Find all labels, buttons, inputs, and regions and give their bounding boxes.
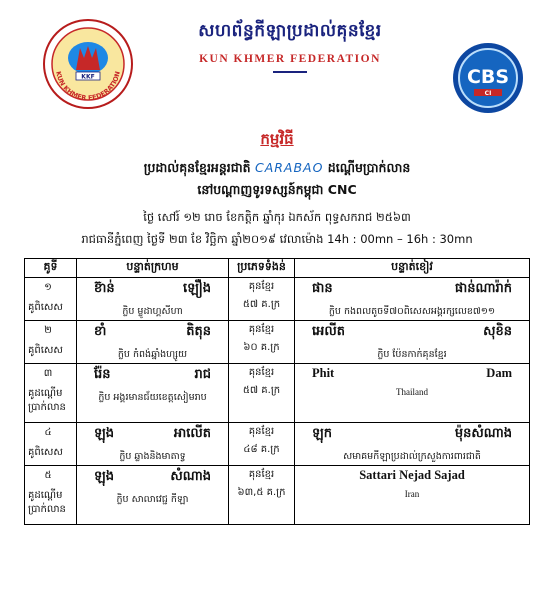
table-header-row — [25, 259, 530, 278]
red-club: ក្លិប សាលាវេជ្ជ កីឡា — [116, 494, 189, 505]
broadcast-line: នៅបណ្តាញទូរទស្សន៍កម្ពុជា CNC — [197, 182, 357, 197]
red-club: ក្លិប អង្គរមានជ័យខេត្តសៀមរាប — [98, 392, 207, 403]
weight-cell — [229, 466, 295, 525]
divider — [273, 71, 307, 73]
bout-number: ៣ — [43, 368, 53, 379]
red-first-name: ខ៊ាន់ — [94, 281, 115, 296]
weight-value: ៦០ គ.ក្រ — [243, 342, 280, 353]
organization-header — [150, 20, 430, 73]
bout-number: ៤ — [44, 427, 52, 438]
table-row — [25, 278, 530, 321]
blue-club: ក្លិប ប៉ែនកាក់គុនខ្មែរ — [377, 349, 447, 360]
event-title-suffix: ដណ្តើមប្រាក់លាន — [323, 160, 411, 175]
red-club: ក្លិប ឆ្លាងនិងមាតាទ្វ — [119, 451, 186, 462]
blue-fighter-name — [298, 466, 526, 483]
red-corner-cell — [77, 321, 229, 364]
red-first-name: ឡុង — [94, 469, 114, 484]
blue-last-name: Dam — [486, 366, 512, 380]
weight-label: គុនខ្មែរ — [248, 324, 275, 335]
blue-full-name: Sattari Nejad Sajad — [359, 468, 465, 482]
blue-first-name: Phit — [312, 366, 335, 380]
bout-category: គូដណ្តើម ប្រាក់លាន — [28, 490, 66, 515]
bout-category: គូដណ្តើម ប្រាក់លាន — [28, 388, 66, 413]
red-fighter-name — [80, 423, 225, 444]
blue-first-name: ផាន — [312, 281, 333, 296]
bout-category: គូពិសេស — [28, 302, 63, 313]
sponsor-brand: CARABAO — [254, 160, 324, 175]
bout-number: ៥ — [44, 470, 52, 481]
red-last-name: អាលើត — [173, 426, 211, 441]
red-first-name: ខាំ — [94, 324, 107, 339]
weight-value: ៦៣,៥ គ.ក្រ — [237, 487, 286, 498]
bout-number-cell — [25, 466, 77, 525]
bout-number-cell — [25, 321, 77, 364]
header-weight-class: ប្រភេទទំងន់ — [229, 259, 295, 278]
blue-corner-cell — [295, 364, 530, 423]
blue-fighter-name — [298, 364, 526, 381]
weight-label: គុនខ្មែរ — [248, 469, 275, 480]
svg-text:CI: CI — [484, 90, 492, 97]
red-last-name: ឡឿង — [183, 281, 211, 296]
weight-value: ៥៧ គ.ក្រ — [242, 299, 281, 310]
red-fighter-name — [80, 466, 225, 487]
bout-number-cell — [25, 364, 77, 423]
weight-cell — [229, 321, 295, 364]
blue-first-name: អេលីត — [312, 324, 346, 339]
bout-category: គូពិសេស — [28, 447, 63, 458]
program-title: កម្មវិធី — [260, 130, 294, 148]
bout-number-cell — [25, 278, 77, 321]
blue-first-name: ឡុក — [312, 426, 332, 441]
bout-number: ២ — [44, 325, 52, 336]
red-corner-cell — [77, 466, 229, 525]
table-row — [25, 364, 530, 423]
blue-last-name: ផាន់ណារ៉ាក់ — [454, 281, 512, 296]
blue-club: សមាគមកីឡាប្រដាល់ក្រសួងការពារជាតិ — [343, 451, 481, 462]
red-fighter-name — [80, 278, 225, 299]
table-row — [25, 466, 530, 525]
red-corner-cell — [77, 278, 229, 321]
lunar-date-line: ថ្ងៃ សៅរ៍ ១២ រោច ខែកត្តិក ឆ្នាំកុរ ឯកស័ក ពុទ្ធសករាជ ២៥៦៣ — [143, 210, 411, 224]
bout-category: គូពិសេស — [28, 345, 63, 356]
org-name-khmer: សហព័ន្ធកីឡាប្រដាល់គុនខ្មែរ — [198, 21, 382, 41]
bout-number: ១ — [44, 282, 52, 293]
blue-country: Thailand — [396, 387, 428, 397]
svg-text:KUN KHMER FEDERATION: KUN KHMER FEDERATION — [54, 70, 122, 103]
weight-cell — [229, 278, 295, 321]
blue-corner-cell — [295, 423, 530, 466]
blue-fighter-name — [298, 278, 526, 299]
header-red-corner: បន្ទាត់ក្រហម — [77, 259, 229, 278]
bout-schedule-table — [24, 258, 530, 525]
red-last-name: រាជ — [194, 367, 211, 382]
red-first-name: ឡុង — [94, 426, 114, 441]
red-corner-cell — [77, 423, 229, 466]
red-corner-cell — [77, 364, 229, 423]
bout-number-cell — [25, 423, 77, 466]
weight-cell — [229, 423, 295, 466]
org-name-english: KUN KHMER FEDERATION — [199, 53, 381, 65]
red-club: ក្លិប កំពង់ឆ្នាំងហ្សូយ — [117, 349, 188, 360]
blue-country: Iran — [404, 489, 420, 499]
blue-corner-cell — [295, 278, 530, 321]
red-club: ក្លិប ម្លូដាហ្គសីហា — [122, 306, 183, 317]
blue-last-name: ម៉ុនសំណាង — [454, 426, 512, 441]
red-fighter-name — [80, 321, 225, 342]
blue-fighter-name — [298, 423, 526, 444]
header-bout-number: គូទី — [25, 259, 77, 278]
weight-value: ៥៧ គ.ក្រ — [242, 385, 281, 396]
blue-fighter-name — [298, 321, 526, 342]
weight-label: គុនខ្មែរ — [248, 281, 275, 292]
red-last-name: តិតុន — [186, 324, 211, 339]
red-last-name: សំណាង — [170, 469, 211, 484]
weight-label: គុនខ្មែរ — [248, 426, 275, 437]
red-fighter-name — [80, 364, 225, 385]
kun-khmer-federation-logo — [42, 18, 134, 110]
table-row — [25, 321, 530, 364]
svg-text:CBS: CBS — [466, 66, 510, 88]
cbs-logo — [452, 42, 524, 114]
weight-label: គុនខ្មែរ — [248, 367, 275, 378]
blue-corner-cell — [295, 466, 530, 525]
gregorian-date-time-line: រាជធានីភ្នំពេញ ថ្ងៃទី ២៣ ខែ វិច្ឆិកា ឆ្នាំ២០១៩ វេលាម៉ោង 14h : 00mn – 16h : 30mn — [81, 232, 473, 246]
red-first-name: រ៉ែន — [94, 367, 111, 382]
weight-value: ៤៨ គ.ក្រ — [243, 444, 280, 455]
table-row — [25, 423, 530, 466]
event-title-prefix: ប្រដាល់គុនខ្មែរអន្តរជាតិ — [143, 160, 255, 175]
event-title — [0, 160, 554, 179]
blue-last-name: សុខិន — [483, 324, 512, 339]
blue-club: ក្លិប កងពលតូចទី៧០ពិសេសអង្គរក្សលេខ៧១១ — [328, 306, 496, 317]
svg-text:KKF: KKF — [81, 73, 95, 81]
header-blue-corner: បន្ទាត់ខៀវ — [295, 259, 530, 278]
blue-corner-cell — [295, 321, 530, 364]
weight-cell — [229, 364, 295, 423]
